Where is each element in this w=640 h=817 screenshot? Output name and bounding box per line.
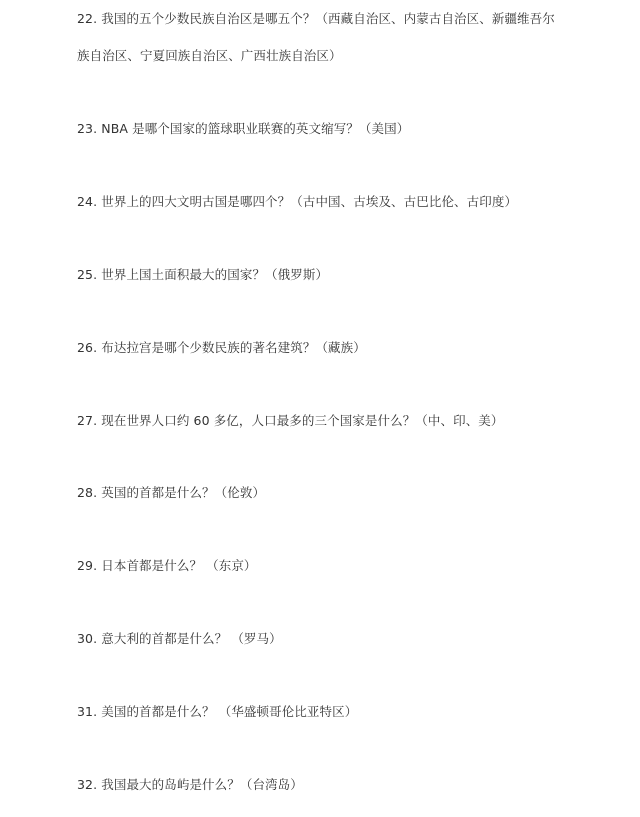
question-31 (77, 693, 577, 730)
question-32 (77, 766, 577, 803)
question-26 (77, 329, 577, 366)
question-24 (77, 183, 577, 220)
question-text: 22. 我国的五个少数民族自治区是哪五个？（西藏自治区、内蒙古自治区、新疆维吾尔 (77, 11, 555, 26)
question-27 (77, 402, 577, 439)
question-28 (77, 474, 577, 511)
question-29 (77, 547, 577, 584)
question-text: 26. 布达拉宫是哪个少数民族的著名建筑？（藏族） (77, 340, 366, 355)
question-text: 25. 世界上国土面积最大的国家？（俄罗斯） (77, 267, 329, 282)
question-text: 30. 意大利的首都是什么？ （罗马） (77, 631, 282, 646)
question-text: 29. 日本首都是什么？ （东京） (77, 558, 257, 573)
question-text: 24. 世界上的四大文明古国是哪四个？（古中国、古埃及、古巴比伦、古印度） (77, 194, 518, 209)
question-text: 23. NBA 是哪个国家的篮球职业联赛的英文缩写？（美国） (77, 121, 410, 136)
question-22 (77, 0, 577, 74)
question-30 (77, 620, 577, 657)
question-text: 31. 美国的首都是什么？ （华盛顿哥伦比亚特区） (77, 704, 358, 719)
question-text: 32. 我国最大的岛屿是什么？（台湾岛） (77, 777, 303, 792)
question-text: 28. 英国的首都是什么？（伦敦） (77, 485, 266, 500)
question-text: 27. 现在世界人口约 60 多亿，人口最多的三个国家是什么？（中、印、美） (77, 413, 504, 428)
question-25 (77, 256, 577, 293)
question-23 (77, 110, 577, 147)
question-text-continued: 族自治区、宁夏回族自治区、广西壮族自治区） (77, 48, 342, 63)
